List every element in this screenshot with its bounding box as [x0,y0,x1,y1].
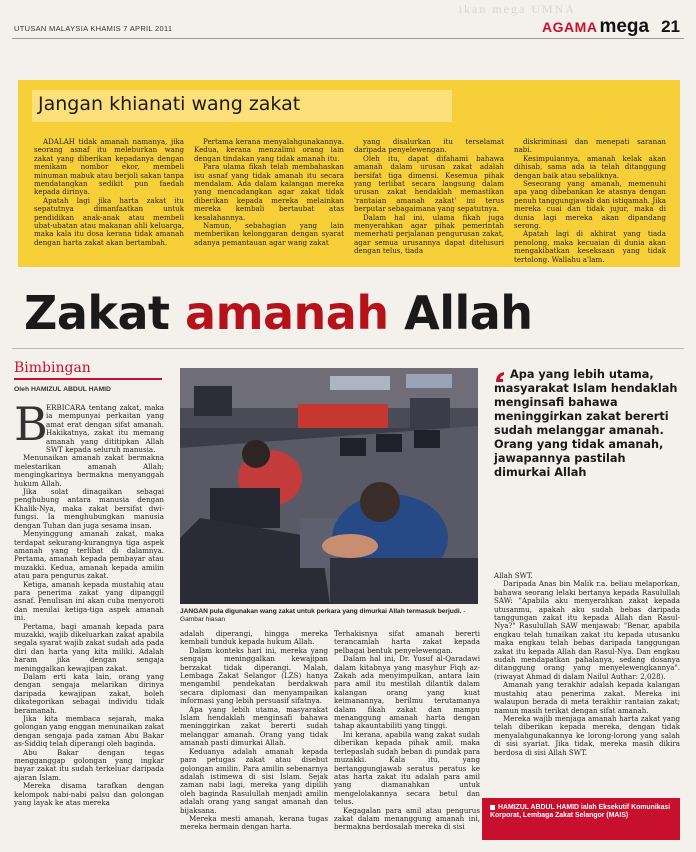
article-col-3 [334,630,480,832]
article-col-1 [14,397,164,808]
paragraph: Seseorang yang amanah, memenuhi apa yang dibebankan ke atasnya dengan penuh tanggungjawab dan istiqamah. Jika mereka cuai dan tidak jujur, maka di dunia lagi mereka akan dipandang serong. [514,179,666,231]
sidebar-col-3 [354,138,504,256]
caption-text: JANGAN pula digunakan wang zakat untuk perkara yang dimurkai Allah termasuk berjudi. [180,608,462,615]
paragraph: Mereka wajib menjaga amanah harta zakat yang telah diberikan kepada mereka, dengan tidak menyalahgunakannya ke lorong-lorong yang salah di sisi syariat. Jika tidak, mereka masih dikira berdosa di sisi Allah SWT. [494,713,680,757]
section-label: Bimbingan [14,360,91,376]
paragraph: Dalam hal ini, Dr. Yusuf al-Qaradawi dalam kitabnya yang masyhur Fiqh az-Zakah ada menyimpulkan, antara lain para amil itu mestilah dilantik dalam kalangan orang yang kuat keimanannya, berilmu terutamanya dalam fikah zakat dan mampu menanggung amanah harta dengan tahap akauntabiliti yang tinggi. [334,654,480,731]
author-note-text: HAMIZUL ABDUL HAMID ialah Eksekutif Komunikasi Korporat, Lembaga Zakat Selangor (MAIS) [490,804,671,820]
paragraph: ERBICARA tentang zakat, maka ia mempunyai perkaitan yang amat erat dengan sifat amanah. Hakikatnya, zakat itu memang amanah yang dititipkan Allah SWT kepada seluruh manusia. [46,403,164,455]
byline: Oleh HAMIZUL ABDUL HAMID [14,386,111,393]
paragraph: Menyinggung amanah zakat, maka terdapat sekurang-kurangnya tiga aspek amanah yang terlibat di dalamnya. Pertama, amanah kepada pembayar atau muzakki. Kedua, amanah kepada amilin atau para pengurus zakat. [14,529,164,581]
paragraph: Pertama kerana menyalahgunakannya. Kedua, kerana menzalimi orang lain dengan tindakan yang tidak amanah itu. [194,137,344,163]
paragraph: Mereka disama tarafkan dengan kelompok nabi-nabi palsu dan golongan yang layak ke atas mereka [14,781,164,808]
paragraph: Amanah yang terakhir adalah kepada kalangan mustahiq atau penerima zakat. Mereka ini walaupun berada di meta terakhir rantaian zakat; namun masih terikat dengan sifat amanah. [494,680,680,715]
author-note [482,798,680,840]
paragraph: Mereka mesti amanah, kerana tugas mereka bermain dengan harta. [180,813,328,832]
paragraph: Para ulama fikah telah membahaskan isu asnaf yang tidak amanah itu secara mendalam. Ada dalam kalangan mereka yang mencadangkan agar zakat tidak diberikan kepada mereka melainkan mereka kembali bertaubat atas kesalahannya. [194,162,344,222]
paragraph: Apatah lagi di akhirat yang tiada penolong, maka kecuaian di dunia akan mengakibatkan keseksaan yang tidak tertolong. Wallahu a'lam. [514,229,666,264]
headline-part-1: Zakat [24,286,186,340]
photo-caption [180,608,480,624]
article-headline [24,286,533,340]
paragraph: yang disalurkan itu terselamat daripada penyelewengan. [354,137,504,155]
section-brand [542,16,680,38]
brand-mega: mega [599,16,650,37]
paragraph: Terhakisnya sifat amanah bererti terancamlah harta zakat kepada pelbagai bentuk penyelewengan. [334,629,480,655]
paragraph: Namun, sebahagian yang lain memberikan kelonggaran dengan syarat adanya pemantauan agar wang zakat [194,221,344,247]
drop-cap: B [14,397,48,451]
paragraph: ADALAH tidak amanah namanya, jika seorang asnaf itu meleburkan wang zakat yang diberikan kepadanya dengan menikam nombor ekor, membeli minuman mabuk atau berjoli sakan tanpa mendatangkan sedikit pun faedah kepada dirinya. [34,137,184,197]
page-number: 21 [661,17,680,36]
paragraph: Abu Bakar dengan tegas mengganggap golongan yang ingkar bayar zakat itu sudah terkeluar daripada ajaran Islam. [14,747,164,782]
sidebar-col-2 [194,138,344,247]
sidebar-col-1 [34,138,184,247]
paragraph: Dalam erti kata lain, orang yang dengan sengaja melarikan dirinya daripada kewajipan zakat, boleh dikategorikan sebagai individu tidak beramanah. [14,672,164,715]
article-col-2 [180,630,328,832]
sidebar-col-4 [514,138,666,264]
section-underline [14,378,162,380]
paragraph: Jika solat dinagaikan sebagai penghubung antara manusia dengan Khalik-Nya, maka zakat bersifat dwi-fungsi. Ia menghubungkan manusia dengan Tuhan dan juga sesama insan. [14,487,164,530]
paragraph: Jika kita membaca sejarah, maka golongan yang enggan menunaikan zakat dengan sengaja pada zaman Abu Bakar as-Siddiq telah diperangi oleh baginda. [14,714,164,749]
paragraph: Allah SWT. [494,571,533,580]
paragraph: Kesimpulannya, amanah kelak akan dihisab, sama ada ia telah ditanggung dengan baik atau sebaliknya. [514,153,666,180]
publication-line: UTUSAN MALAYSIA KHAMIS 7 APRIL 2011 [14,24,173,33]
article-photo [180,368,478,604]
pull-quote-text: Apa yang lebih utama, masyarakat Islam hendaklah menginsafi bahawa meninggirkan zakat bererti sudah melanggar amanah. Orang yang tidak amanah, jawapannya pastilah dimurkai Allah [494,368,678,479]
paragraph: Ketiga, amanah kepada mustahiq atau para penerima zakat yang dipanggil asnaf. Penulisan ini akan cuba menyoroti dan menilai ketiga-tiga aspek amanah ini. [14,579,164,623]
paragraph: Apatah lagi jika harta zakat itu sepatutnya dimanfaatkan untuk pendidikan anak-anak atau membeli ubat-ubatan atau makanan ahli keluarga, maka kala itu dosa kerana tidak amanah dengan harta zakat akan bertambah. [34,195,184,247]
paragraph: diskriminasi dan menepati saranan nabi. [514,137,666,155]
article-col-4 [494,572,680,757]
gambling-hall-photo [180,368,478,604]
paragraph: Dalam konteks hari ini, mereka yang sengaja meninggalkan kewajipan berzakat tidak diperangi. Malah, Lembaga Zakat Selangor (LZS) hanya mengambil pendekatan berdakwah secara diplomasi dan menyampaikan informasi yang lebih persuasif sifatnya. [180,645,328,706]
paragraph: Dalam hal ini, ulama fikah juga menyerahkan agar pihak pemerintah memerhati perjalanan pengurusan zakat, agar semua urusannya dapat ditelusuri dengan telus, tiada [354,212,504,256]
header-rule [12,38,684,39]
paragraph: adalah diperangi, hingga mereka kembali tunduk kepada hukum Allah. [180,629,328,647]
watermark-text: ikan mega UMNA [458,2,576,16]
pull-quote [494,368,680,480]
paragraph: Keduanya adalah amanah kepada para petugas zakat atau disebut golongan amilin. Para amilin sebenarnya adalah istimewa di sisi Islam. Sejak zaman nabi lagi, mereka yang dipilih oleh baginda Rasulullah menjadi amilin adalah orang yang sangat amanah dan bijaksana. [180,746,328,815]
paragraph: Ini kerana, apabila wang zakat sudah diberikan kepada pihak amil, maka terlepaslah sudah beban di pundak para muzakki. Kala itu, yang bertanggungjawab seratus peratus ke atas harta zakat itu adalah para amil yang diamanahkan untuk mengelolakannya secara betul dan telus. [334,729,480,807]
brand-agama: AGAMA [542,19,598,35]
paragraph: Oleh itu, dapat difahami bahawa amanah dalam urusan zakat adalah bersifat tiga dimensi. Kesemua pihak yang terlibat secara langsung dalam urusan zakat hendaklah memastikan 'rantaian amanah zakat' ini terus berputar sebagaimana yang sepatutnya. [354,153,504,214]
paragraph: Pertama, bagi amanah kepada para muzakki, wajib dikeluarkan zakat apabila segala syarat wajib zakat sudah ada pada diri dan harta yang kita miliki. Adalah haram jika dengan sengaja meninggalkan kewajipan zakat. [14,621,164,673]
caption-credit: - Gambar hiasan [180,608,466,623]
headline-part-2: amanah [185,286,389,340]
paragraph: Menunaikan amanah zakat bermakna melestarikan amanah Allah; mengingkarinya bermakna menyanggah hukum Allah. [14,453,164,488]
headline-part-3: Allah [388,286,533,340]
paragraph: Daripada Anas bin Malik r.a. beliau melaporkan, bahawa seorang lelaki bertanya kepada Rasulullah SAW: "Apabila aku menyerahkan zakat kepada utusanmu, apakah aku sudah bebas daripada tanggungan zakat itu kepada Allah dan Rasul-Nya?" Rasulullah SAW menjawab: "Benar, apabila engkau telah tunaikan zakat itu kepada utusanku maka engkau telah bebas daripada tanggungan zakat itu kepada Allah dan Rasul-Nya. Dan engkau sudah mendapatkan pahalanya, sedang dosanya ditanggung orang yang menyelewengkannya". (riwayat Ahmad di dalam Nailul Authar: 2,028). [494,579,680,681]
paragraph: Apa yang lebih utama, masyarakat Islam hendaklah menginsafi bahawa meninggirkan zakat bererti sudah melanggar amanah. Orang yang tidak amanah pasti dimurkai Allah. [180,704,328,748]
paragraph: Kegagalan para amil atau pengurus zakat dalam menanggung amanah ini, bermakna berdosalah mereka di sisi [334,805,480,832]
headline-rule [12,348,684,349]
bullet-square-icon [490,805,495,810]
sidebar-title: Jangan khianati wang zakat [32,90,452,122]
